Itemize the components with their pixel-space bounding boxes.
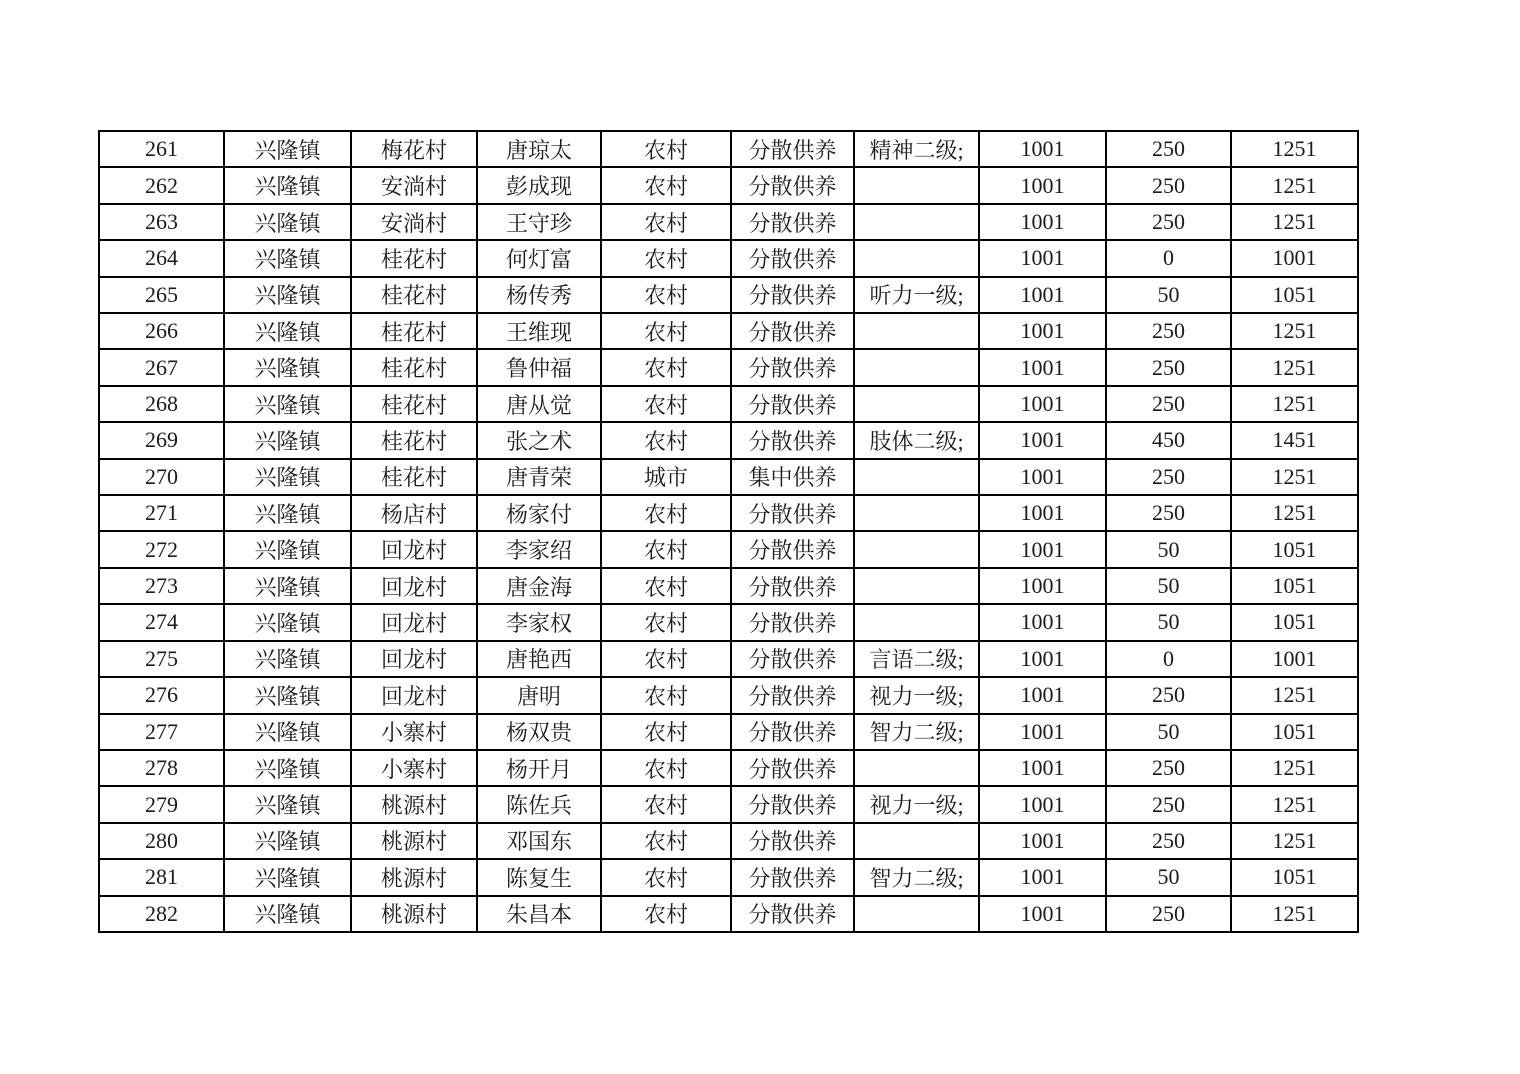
table-row xyxy=(99,531,1358,567)
cell-disability: 智力二级; xyxy=(854,859,979,895)
cell-disability xyxy=(854,204,979,240)
cell-subsidy-amount: 50 xyxy=(1106,714,1231,750)
cell-support-type: 分散供养 xyxy=(731,313,854,349)
cell-index: 264 xyxy=(99,240,224,276)
cell-village: 桃源村 xyxy=(351,786,477,822)
cell-base-amount: 1001 xyxy=(979,531,1106,567)
cell-index: 269 xyxy=(99,422,224,458)
table-row xyxy=(99,422,1358,458)
cell-index: 280 xyxy=(99,823,224,859)
cell-person-name: 张之术 xyxy=(477,422,601,458)
cell-person-name: 鲁仲福 xyxy=(477,349,601,385)
cell-total-amount: 1251 xyxy=(1231,204,1358,240)
cell-area-type: 农村 xyxy=(601,604,731,640)
cell-village: 小寨村 xyxy=(351,750,477,786)
cell-support-type: 分散供养 xyxy=(731,167,854,203)
cell-village: 桂花村 xyxy=(351,277,477,313)
cell-town: 兴隆镇 xyxy=(224,750,351,786)
cell-total-amount: 1251 xyxy=(1231,786,1358,822)
cell-disability xyxy=(854,240,979,276)
cell-total-amount: 1051 xyxy=(1231,604,1358,640)
table-row xyxy=(99,641,1358,677)
table-row xyxy=(99,786,1358,822)
cell-village: 回龙村 xyxy=(351,531,477,567)
cell-area-type: 农村 xyxy=(601,568,731,604)
cell-support-type: 分散供养 xyxy=(731,240,854,276)
cell-total-amount: 1251 xyxy=(1231,823,1358,859)
cell-total-amount: 1051 xyxy=(1231,714,1358,750)
cell-village: 桂花村 xyxy=(351,349,477,385)
cell-area-type: 农村 xyxy=(601,422,731,458)
cell-disability xyxy=(854,568,979,604)
table-row xyxy=(99,750,1358,786)
cell-base-amount: 1001 xyxy=(979,313,1106,349)
cell-total-amount: 1251 xyxy=(1231,349,1358,385)
cell-person-name: 李家绍 xyxy=(477,531,601,567)
cell-total-amount: 1251 xyxy=(1231,459,1358,495)
cell-area-type: 农村 xyxy=(601,277,731,313)
cell-index: 278 xyxy=(99,750,224,786)
cell-town: 兴隆镇 xyxy=(224,531,351,567)
cell-village: 梅花村 xyxy=(351,131,477,167)
cell-support-type: 集中供养 xyxy=(731,459,854,495)
cell-index: 281 xyxy=(99,859,224,895)
cell-subsidy-amount: 250 xyxy=(1106,167,1231,203)
cell-area-type: 农村 xyxy=(601,714,731,750)
cell-town: 兴隆镇 xyxy=(224,313,351,349)
cell-person-name: 朱昌本 xyxy=(477,896,601,932)
cell-subsidy-amount: 50 xyxy=(1106,568,1231,604)
cell-village: 安淌村 xyxy=(351,204,477,240)
cell-subsidy-amount: 0 xyxy=(1106,240,1231,276)
cell-village: 桃源村 xyxy=(351,823,477,859)
cell-subsidy-amount: 250 xyxy=(1106,386,1231,422)
cell-town: 兴隆镇 xyxy=(224,204,351,240)
cell-support-type: 分散供养 xyxy=(731,823,854,859)
table-row xyxy=(99,568,1358,604)
cell-support-type: 分散供养 xyxy=(731,349,854,385)
cell-support-type: 分散供养 xyxy=(731,859,854,895)
cell-index: 270 xyxy=(99,459,224,495)
cell-subsidy-amount: 250 xyxy=(1106,459,1231,495)
cell-subsidy-amount: 50 xyxy=(1106,604,1231,640)
cell-disability: 视力一级; xyxy=(854,677,979,713)
cell-base-amount: 1001 xyxy=(979,859,1106,895)
cell-index: 265 xyxy=(99,277,224,313)
table-body xyxy=(99,131,1358,932)
cell-subsidy-amount: 250 xyxy=(1106,131,1231,167)
cell-index: 267 xyxy=(99,349,224,385)
cell-village: 回龙村 xyxy=(351,677,477,713)
cell-person-name: 彭成现 xyxy=(477,167,601,203)
cell-village: 桂花村 xyxy=(351,422,477,458)
cell-disability: 视力一级; xyxy=(854,786,979,822)
cell-base-amount: 1001 xyxy=(979,786,1106,822)
cell-disability xyxy=(854,604,979,640)
cell-area-type: 农村 xyxy=(601,641,731,677)
cell-subsidy-amount: 250 xyxy=(1106,896,1231,932)
cell-town: 兴隆镇 xyxy=(224,896,351,932)
cell-index: 277 xyxy=(99,714,224,750)
cell-index: 266 xyxy=(99,313,224,349)
cell-support-type: 分散供养 xyxy=(731,386,854,422)
cell-index: 268 xyxy=(99,386,224,422)
cell-subsidy-amount: 250 xyxy=(1106,349,1231,385)
cell-person-name: 唐明 xyxy=(477,677,601,713)
cell-total-amount: 1051 xyxy=(1231,531,1358,567)
cell-area-type: 农村 xyxy=(601,495,731,531)
cell-disability: 言语二级; xyxy=(854,641,979,677)
cell-town: 兴隆镇 xyxy=(224,568,351,604)
cell-town: 兴隆镇 xyxy=(224,349,351,385)
cell-total-amount: 1251 xyxy=(1231,495,1358,531)
cell-base-amount: 1001 xyxy=(979,677,1106,713)
cell-area-type: 农村 xyxy=(601,167,731,203)
cell-area-type: 农村 xyxy=(601,677,731,713)
cell-person-name: 王维现 xyxy=(477,313,601,349)
cell-disability xyxy=(854,386,979,422)
cell-area-type: 农村 xyxy=(601,750,731,786)
cell-subsidy-amount: 50 xyxy=(1106,277,1231,313)
cell-support-type: 分散供养 xyxy=(731,786,854,822)
cell-index: 272 xyxy=(99,531,224,567)
cell-base-amount: 1001 xyxy=(979,714,1106,750)
cell-support-type: 分散供养 xyxy=(731,641,854,677)
cell-total-amount: 1251 xyxy=(1231,896,1358,932)
cell-support-type: 分散供养 xyxy=(731,531,854,567)
cell-town: 兴隆镇 xyxy=(224,641,351,677)
cell-base-amount: 1001 xyxy=(979,568,1106,604)
beneficiary-table xyxy=(98,130,1359,933)
cell-disability xyxy=(854,459,979,495)
cell-area-type: 农村 xyxy=(601,313,731,349)
cell-total-amount: 1451 xyxy=(1231,422,1358,458)
cell-town: 兴隆镇 xyxy=(224,277,351,313)
cell-subsidy-amount: 0 xyxy=(1106,641,1231,677)
cell-base-amount: 1001 xyxy=(979,386,1106,422)
table-row xyxy=(99,313,1358,349)
cell-index: 273 xyxy=(99,568,224,604)
cell-support-type: 分散供养 xyxy=(731,750,854,786)
cell-town: 兴隆镇 xyxy=(224,677,351,713)
cell-village: 桂花村 xyxy=(351,313,477,349)
cell-town: 兴隆镇 xyxy=(224,604,351,640)
table-row xyxy=(99,349,1358,385)
cell-subsidy-amount: 250 xyxy=(1106,786,1231,822)
cell-area-type: 农村 xyxy=(601,896,731,932)
cell-index: 274 xyxy=(99,604,224,640)
cell-person-name: 杨双贵 xyxy=(477,714,601,750)
cell-subsidy-amount: 450 xyxy=(1106,422,1231,458)
cell-index: 261 xyxy=(99,131,224,167)
cell-support-type: 分散供养 xyxy=(731,714,854,750)
cell-base-amount: 1001 xyxy=(979,422,1106,458)
cell-person-name: 杨家付 xyxy=(477,495,601,531)
cell-total-amount: 1001 xyxy=(1231,240,1358,276)
cell-support-type: 分散供养 xyxy=(731,677,854,713)
cell-disability xyxy=(854,313,979,349)
table-row xyxy=(99,604,1358,640)
cell-total-amount: 1251 xyxy=(1231,131,1358,167)
cell-village: 杨店村 xyxy=(351,495,477,531)
table-row xyxy=(99,859,1358,895)
cell-base-amount: 1001 xyxy=(979,204,1106,240)
cell-person-name: 李家权 xyxy=(477,604,601,640)
cell-village: 安淌村 xyxy=(351,167,477,203)
cell-total-amount: 1251 xyxy=(1231,677,1358,713)
cell-person-name: 唐艳西 xyxy=(477,641,601,677)
cell-support-type: 分散供养 xyxy=(731,204,854,240)
cell-disability xyxy=(854,531,979,567)
cell-subsidy-amount: 250 xyxy=(1106,677,1231,713)
cell-village: 回龙村 xyxy=(351,568,477,604)
cell-town: 兴隆镇 xyxy=(224,167,351,203)
cell-disability: 智力二级; xyxy=(854,714,979,750)
cell-index: 282 xyxy=(99,896,224,932)
cell-base-amount: 1001 xyxy=(979,604,1106,640)
cell-support-type: 分散供养 xyxy=(731,131,854,167)
cell-subsidy-amount: 50 xyxy=(1106,859,1231,895)
cell-support-type: 分散供养 xyxy=(731,896,854,932)
cell-village: 小寨村 xyxy=(351,714,477,750)
cell-area-type: 农村 xyxy=(601,823,731,859)
table-row xyxy=(99,386,1358,422)
cell-person-name: 唐青荣 xyxy=(477,459,601,495)
cell-support-type: 分散供养 xyxy=(731,422,854,458)
cell-subsidy-amount: 250 xyxy=(1106,823,1231,859)
cell-index: 271 xyxy=(99,495,224,531)
cell-area-type: 农村 xyxy=(601,131,731,167)
cell-person-name: 陈复生 xyxy=(477,859,601,895)
cell-total-amount: 1001 xyxy=(1231,641,1358,677)
cell-area-type: 农村 xyxy=(601,204,731,240)
cell-disability: 肢体二级; xyxy=(854,422,979,458)
cell-disability xyxy=(854,750,979,786)
cell-area-type: 城市 xyxy=(601,459,731,495)
cell-disability xyxy=(854,349,979,385)
cell-total-amount: 1051 xyxy=(1231,277,1358,313)
cell-town: 兴隆镇 xyxy=(224,786,351,822)
cell-index: 263 xyxy=(99,204,224,240)
cell-support-type: 分散供养 xyxy=(731,604,854,640)
cell-town: 兴隆镇 xyxy=(224,240,351,276)
cell-area-type: 农村 xyxy=(601,349,731,385)
cell-village: 桃源村 xyxy=(351,896,477,932)
cell-area-type: 农村 xyxy=(601,386,731,422)
cell-person-name: 杨开月 xyxy=(477,750,601,786)
cell-town: 兴隆镇 xyxy=(224,859,351,895)
table-row xyxy=(99,714,1358,750)
table-row xyxy=(99,495,1358,531)
cell-person-name: 何灯富 xyxy=(477,240,601,276)
cell-index: 262 xyxy=(99,167,224,203)
table-row xyxy=(99,896,1358,932)
cell-town: 兴隆镇 xyxy=(224,495,351,531)
table-row xyxy=(99,167,1358,203)
cell-person-name: 唐金海 xyxy=(477,568,601,604)
cell-base-amount: 1001 xyxy=(979,896,1106,932)
cell-village: 桂花村 xyxy=(351,459,477,495)
cell-village: 桂花村 xyxy=(351,240,477,276)
cell-base-amount: 1001 xyxy=(979,823,1106,859)
cell-area-type: 农村 xyxy=(601,859,731,895)
cell-area-type: 农村 xyxy=(601,531,731,567)
cell-town: 兴隆镇 xyxy=(224,714,351,750)
cell-village: 回龙村 xyxy=(351,604,477,640)
cell-subsidy-amount: 250 xyxy=(1106,204,1231,240)
cell-disability xyxy=(854,495,979,531)
cell-disability: 精神二级; xyxy=(854,131,979,167)
cell-base-amount: 1001 xyxy=(979,277,1106,313)
cell-subsidy-amount: 250 xyxy=(1106,495,1231,531)
cell-person-name: 唐从觉 xyxy=(477,386,601,422)
cell-index: 279 xyxy=(99,786,224,822)
cell-base-amount: 1001 xyxy=(979,131,1106,167)
cell-base-amount: 1001 xyxy=(979,495,1106,531)
table-row xyxy=(99,277,1358,313)
table-row xyxy=(99,677,1358,713)
table-row xyxy=(99,131,1358,167)
cell-base-amount: 1001 xyxy=(979,459,1106,495)
cell-index: 275 xyxy=(99,641,224,677)
cell-disability xyxy=(854,896,979,932)
table-row xyxy=(99,823,1358,859)
cell-village: 桂花村 xyxy=(351,386,477,422)
cell-town: 兴隆镇 xyxy=(224,131,351,167)
cell-support-type: 分散供养 xyxy=(731,495,854,531)
cell-disability xyxy=(854,823,979,859)
cell-support-type: 分散供养 xyxy=(731,277,854,313)
cell-village: 回龙村 xyxy=(351,641,477,677)
cell-total-amount: 1251 xyxy=(1231,313,1358,349)
cell-town: 兴隆镇 xyxy=(224,459,351,495)
cell-support-type: 分散供养 xyxy=(731,568,854,604)
cell-town: 兴隆镇 xyxy=(224,823,351,859)
table-row xyxy=(99,204,1358,240)
cell-person-name: 王守珍 xyxy=(477,204,601,240)
cell-village: 桃源村 xyxy=(351,859,477,895)
cell-person-name: 陈佐兵 xyxy=(477,786,601,822)
cell-disability xyxy=(854,167,979,203)
cell-base-amount: 1001 xyxy=(979,349,1106,385)
cell-base-amount: 1001 xyxy=(979,240,1106,276)
cell-base-amount: 1001 xyxy=(979,750,1106,786)
cell-person-name: 杨传秀 xyxy=(477,277,601,313)
cell-person-name: 唐琼太 xyxy=(477,131,601,167)
cell-total-amount: 1051 xyxy=(1231,568,1358,604)
cell-subsidy-amount: 50 xyxy=(1106,531,1231,567)
cell-subsidy-amount: 250 xyxy=(1106,313,1231,349)
table-row xyxy=(99,459,1358,495)
cell-total-amount: 1251 xyxy=(1231,750,1358,786)
cell-town: 兴隆镇 xyxy=(224,422,351,458)
cell-total-amount: 1251 xyxy=(1231,167,1358,203)
cell-total-amount: 1251 xyxy=(1231,386,1358,422)
cell-index: 276 xyxy=(99,677,224,713)
cell-person-name: 邓国东 xyxy=(477,823,601,859)
cell-base-amount: 1001 xyxy=(979,641,1106,677)
cell-area-type: 农村 xyxy=(601,240,731,276)
cell-subsidy-amount: 250 xyxy=(1106,750,1231,786)
cell-disability: 听力一级; xyxy=(854,277,979,313)
cell-town: 兴隆镇 xyxy=(224,386,351,422)
cell-base-amount: 1001 xyxy=(979,167,1106,203)
table-row xyxy=(99,240,1358,276)
cell-area-type: 农村 xyxy=(601,786,731,822)
cell-total-amount: 1051 xyxy=(1231,859,1358,895)
